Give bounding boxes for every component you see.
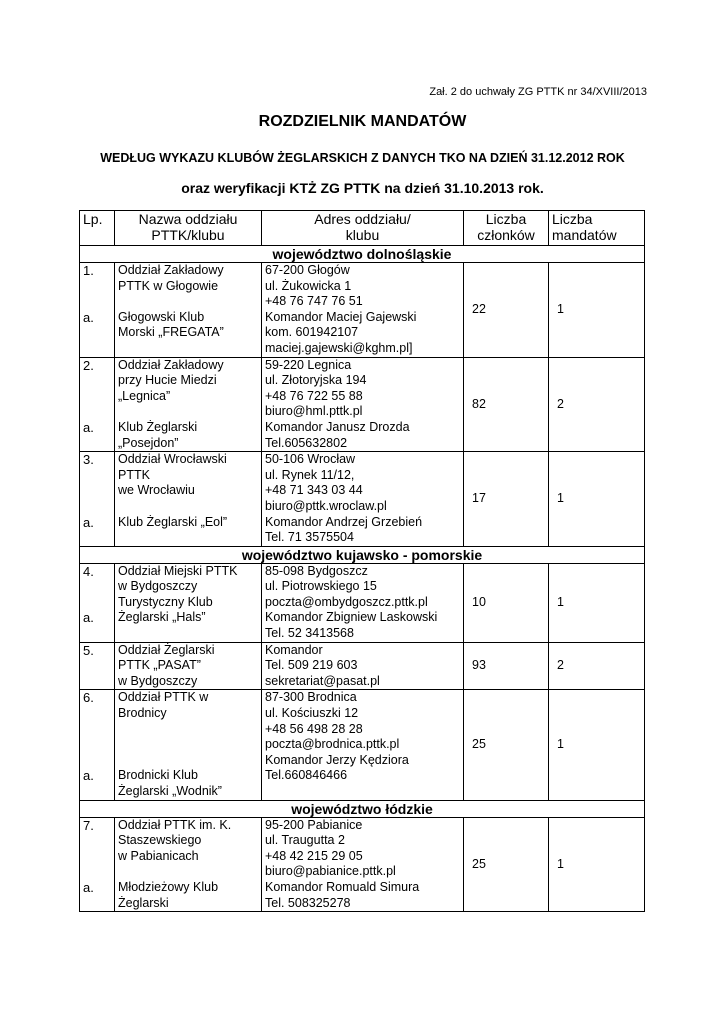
cell-lp-line: 4.	[83, 563, 94, 579]
cell-lp-line	[83, 753, 111, 769]
cell-name-line: Żeglarski	[118, 895, 169, 910]
cell-address-line: biuro@pttk.wroclaw.pl	[265, 498, 387, 513]
cell-name-line: w Bydgoszczy	[118, 579, 198, 594]
table-header-row	[80, 211, 645, 246]
cell-address-line: 87-300 Brodnica	[265, 690, 357, 705]
cell-members: 17	[464, 452, 549, 547]
header-lp: Lp.	[80, 211, 115, 246]
header-name	[115, 211, 262, 246]
cell-members: 10	[464, 563, 549, 642]
cell-name-line	[118, 499, 258, 515]
cell-lp-line: 6.	[83, 690, 94, 706]
cell-address	[262, 690, 464, 800]
cell-address-line: Tel. 509 219 603	[265, 658, 358, 673]
cell-address-line: maciej.gajewski@kghm.pl]	[265, 340, 413, 355]
header-name-line: Nazwa oddziału	[138, 211, 238, 227]
cell-address	[262, 263, 464, 358]
header-mandates-line: Liczba	[552, 211, 593, 227]
cell-lp-line: 1.	[83, 263, 94, 278]
header-address-line: Adres oddziału/	[314, 211, 411, 227]
cell-address-line: +48 76 747 76 51	[265, 294, 363, 309]
cell-name-line: w Pabianicach	[118, 848, 199, 863]
cell-name-line	[118, 753, 258, 769]
cell-lp-line	[83, 404, 111, 420]
cell-name-line: Oddział Zakładowy	[118, 263, 224, 277]
cell-name-line: Klub Żeglarski „Eol”	[118, 514, 228, 529]
region-name: województwo dolnośląskie	[80, 246, 645, 263]
cell-lp-line: a.	[83, 610, 94, 626]
table-row	[80, 817, 645, 912]
table-row	[80, 563, 645, 642]
cell-name	[115, 563, 262, 642]
cell-lp-line	[83, 737, 111, 753]
cell-lp-line: a.	[83, 514, 94, 530]
header-mandates-line: mandatów	[552, 227, 617, 243]
cell-address-line: biuro@pabianice.pttk.pl	[265, 864, 396, 879]
cell-lp-line	[83, 279, 111, 295]
table-row	[80, 452, 645, 547]
region-row	[80, 246, 645, 263]
header-name-line: PTTK/klubu	[151, 227, 225, 243]
cell-address	[262, 642, 464, 690]
cell-address-line: ul. Rynek 11/12,	[265, 467, 355, 482]
cell-lp-line	[83, 499, 111, 515]
cell-address-line: +48 42 215 29 05	[265, 848, 363, 863]
cell-lp-line	[83, 294, 111, 310]
cell-name-line: Turystyczny Klub	[118, 594, 213, 609]
cell-name-line	[118, 737, 258, 753]
cell-address-line: 85-098 Bydgoszcz	[265, 563, 368, 578]
cell-address-line: poczta@ombydgoszcz.pttk.pl	[265, 594, 428, 609]
table-body	[80, 246, 645, 912]
cell-address-line: Tel.660846466	[265, 768, 348, 783]
cell-address-line: Komandor Romuald Simura	[265, 879, 420, 894]
header-mandates	[549, 211, 645, 246]
cell-lp-line: 3.	[83, 452, 94, 468]
cell-name-line: przy Hucie Miedzi	[118, 373, 217, 388]
cell-lp-line	[83, 579, 111, 595]
cell-mandates: 1	[549, 263, 645, 358]
cell-address-line: biuro@hml.pttk.pl	[265, 404, 363, 419]
cell-lp-line	[83, 864, 111, 880]
cell-name	[115, 690, 262, 800]
document-subtitle-verification: oraz weryfikacji KTŻ ZG PTTK na dzień 31.10.2013 rok.	[181, 180, 544, 196]
cell-name-line: we Wrocławiu	[118, 483, 195, 498]
cell-lp-line	[83, 849, 111, 865]
cell-lp-line	[83, 389, 111, 405]
cell-lp-line	[83, 722, 111, 738]
header-members	[464, 211, 549, 246]
cell-address-line: +48 71 343 03 44	[265, 483, 363, 498]
cell-members: 93	[464, 642, 549, 690]
table-row	[80, 642, 645, 690]
header-address-line: klubu	[345, 227, 380, 243]
cell-address	[262, 817, 464, 912]
header-members-line: członków	[477, 227, 535, 243]
cell-lp-line	[83, 468, 111, 484]
cell-name-line: Oddział Zakładowy	[118, 357, 224, 372]
cell-address-line: Komandor Maciej Gajewski	[265, 309, 417, 324]
cell-name-line	[118, 722, 258, 738]
cell-address-line: +48 76 722 55 88	[265, 388, 363, 403]
cell-lp-line	[83, 325, 111, 341]
cell-lp-line: a.	[83, 309, 94, 325]
cell-name-line: Głogowski Klub	[118, 309, 205, 324]
cell-name-line: Brodnicki Klub	[118, 768, 198, 783]
cell-name	[115, 357, 262, 452]
cell-lp-line: 2.	[83, 357, 94, 373]
cell-mandates: 1	[549, 452, 645, 547]
cell-address	[262, 563, 464, 642]
cell-mandates: 2	[549, 642, 645, 690]
cell-mandates: 1	[549, 563, 645, 642]
cell-mandates: 1	[549, 817, 645, 912]
cell-lp-line: 7.	[83, 817, 94, 833]
cell-lp-line: 5.	[83, 642, 94, 658]
table-row	[80, 690, 645, 800]
cell-address-line: Komandor Jerzy Kędziora	[265, 752, 409, 767]
cell-mandates: 1	[549, 690, 645, 800]
cell-address-line: sekretariat@pasat.pl	[265, 673, 380, 688]
cell-address-line: ul. Złotoryjska 194	[265, 373, 367, 388]
document-subtitle: WEDŁUG WYKAZU KLUBÓW ŻEGLARSKICH Z DANYCH TKO NA DZIEŃ 31.12.2012 ROK	[100, 151, 625, 165]
cell-name-line: Oddział Wrocławski	[118, 452, 227, 467]
cell-lp-line: a.	[83, 419, 94, 435]
cell-address-line: Tel. 508325278	[265, 895, 351, 910]
header-address	[262, 211, 464, 246]
cell-lp	[80, 563, 115, 642]
cell-members: 25	[464, 817, 549, 912]
cell-lp-line: a.	[83, 768, 94, 784]
cell-lp	[80, 263, 115, 358]
cell-address-line: kom. 601942107	[265, 325, 359, 340]
cell-name-line: Oddział Miejski PTTK	[118, 563, 238, 578]
cell-name	[115, 642, 262, 690]
cell-lp-line: a.	[83, 879, 94, 895]
cell-name-line: Żeglarski „Hals”	[118, 610, 206, 625]
cell-name-line: „Posejdon”	[118, 435, 179, 450]
cell-mandates: 2	[549, 357, 645, 452]
region-row	[80, 546, 645, 563]
cell-name-line: Oddział PTTK w	[118, 690, 209, 705]
region-name: województwo kujawsko - pomorskie	[80, 546, 645, 563]
cell-name-line: „Legnica”	[118, 388, 171, 403]
cell-name-line	[118, 294, 258, 310]
cell-lp	[80, 817, 115, 912]
cell-address-line: ul. Piotrowskiego 15	[265, 579, 377, 594]
table-row	[80, 263, 645, 358]
cell-name	[115, 817, 262, 912]
cell-address-line: Tel. 52 3413568	[265, 626, 354, 641]
table-row	[80, 357, 645, 452]
region-name: województwo łódzkie	[80, 800, 645, 817]
cell-name-line: w Bydgoszczy	[118, 673, 198, 688]
cell-name-line: Oddział Żeglarski	[118, 642, 215, 657]
region-row	[80, 800, 645, 817]
cell-lp-line	[83, 483, 111, 499]
cell-address-line: Komandor Andrzej Grzebień	[265, 514, 423, 529]
header-members-line: Liczba	[485, 211, 527, 227]
cell-name-line: Klub Żeglarski	[118, 419, 198, 434]
cell-address-line: poczta@brodnica.pttk.pl	[265, 737, 400, 752]
cell-name-line: Morski „FREGATA”	[118, 325, 224, 340]
cell-address-line: Tel. 71 3575504	[265, 530, 354, 545]
cell-address-line: 95-200 Pabianice	[265, 817, 363, 832]
cell-name	[115, 452, 262, 547]
document-reference: Zał. 2 do uchwały ZG PTTK nr 34/XVIII/2013	[429, 86, 647, 98]
cell-name-line: Żeglarski „Wodnik”	[118, 784, 222, 798]
cell-lp-line	[83, 595, 111, 611]
mandates-table	[79, 210, 645, 912]
cell-name-line: Staszewskiego	[118, 833, 202, 848]
cell-name-line: Młodzieżowy Klub	[118, 879, 219, 894]
cell-address-line: Komandor Zbigniew Laskowski	[265, 610, 438, 625]
cell-address-line: Komandor	[265, 642, 323, 657]
cell-lp-line	[83, 706, 111, 722]
cell-name-line: Brodnicy	[118, 706, 167, 721]
cell-members: 82	[464, 357, 549, 452]
cell-name-line	[118, 864, 258, 880]
cell-name-line	[118, 404, 258, 420]
cell-lp-line	[83, 833, 111, 849]
cell-lp	[80, 642, 115, 690]
cell-name-line: Oddział PTTK im. K.	[118, 817, 232, 832]
cell-name-line: PTTK	[118, 467, 150, 482]
cell-name-line: PTTK „PASAT”	[118, 658, 201, 673]
cell-address-line: ul. Żukowicka 1	[265, 278, 352, 293]
cell-address-line: 67-200 Głogów	[265, 263, 350, 277]
cell-address-line: Komandor Janusz Drozda	[265, 419, 410, 434]
cell-lp-line	[83, 373, 111, 389]
cell-lp	[80, 690, 115, 800]
cell-address-line: +48 56 498 28 28	[265, 721, 363, 736]
cell-address-line: 50-106 Wrocław	[265, 452, 356, 467]
cell-address	[262, 357, 464, 452]
cell-address-line: 59-220 Legnica	[265, 357, 352, 372]
document-title: ROZDZIELNIK MANDATÓW	[258, 113, 467, 130]
cell-address	[262, 452, 464, 547]
cell-lp	[80, 357, 115, 452]
cell-name	[115, 263, 262, 358]
cell-members: 22	[464, 263, 549, 358]
cell-address-line: Tel.605632802	[265, 435, 348, 450]
cell-members: 25	[464, 690, 549, 800]
cell-name-line: PTTK w Głogowie	[118, 278, 219, 293]
cell-address-line: ul. Kościuszki 12	[265, 706, 359, 721]
cell-address-line: ul. Traugutta 2	[265, 833, 345, 848]
cell-lp	[80, 452, 115, 547]
